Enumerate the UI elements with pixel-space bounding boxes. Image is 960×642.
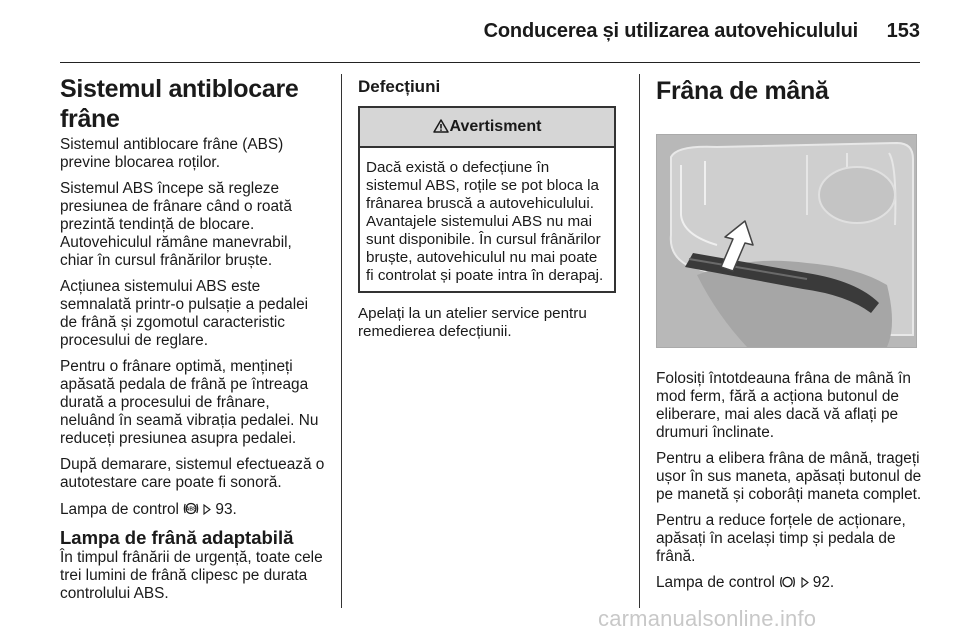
page-reference-arrow-icon: [203, 501, 215, 518]
header-title: Conducerea și utilizarea autovehiculului: [483, 20, 858, 42]
paragraph: După demarare, sistemul efectuează o autotestare care poate fi sonoră.: [60, 456, 325, 491]
warning-header: [360, 108, 614, 148]
paragraph: Apelați la un atelier service pentru remedierea defecțiunii.: [358, 305, 587, 340]
page-reference-arrow-icon: [801, 574, 813, 591]
column-divider: [341, 74, 342, 608]
paragraph: Pentru o frânare optimă, mențineți apăsată pedala de frână pe întreaga durată a procesului de frânare, neluând în seamă vibrația pedalei. Nu reduceți presiunea asupra pedalei.: [60, 358, 319, 447]
column-abs: [60, 74, 326, 611]
lamp-text: Lampa de control: [60, 501, 179, 518]
column-handbrake: [656, 74, 922, 600]
paragraph: Sistemul ABS începe să regleze presiunea de frânare când o roată prezintă tendință de blocare. Autovehiculul rămâne manevrabil, chiar în cursul frânărilor bruște.: [60, 180, 292, 269]
lamp-page-ref[interactable]: 92.: [812, 574, 835, 591]
warning-body: [360, 148, 614, 291]
paragraph: Pentru a elibera frâna de mână, trageți ușor în sus maneta, apăsați butonul de pe manetă și coborâți maneta complet.: [656, 450, 922, 503]
paragraph: Acțiunea sistemului ABS este semnalată printr-o pulsație a pedalei de frână și zgomotul caracteristic procesului de reglare.: [60, 278, 309, 349]
warning-text: Dacă există o defecțiune în sistemul ABS, roțile se pot bloca la frânarea bruscă a autovehiculului. Avantajele sistemului ABS nu mai sunt disponibile. În cursul frânărilor bruște, autovehiculul nu mai poate fi controlat și poate intra în derapaj.: [366, 159, 604, 284]
section-heading-abs: Sistemul antiblocare frâne: [60, 75, 299, 133]
svg-text:ABS: ABS: [185, 506, 197, 513]
lamp-reference: [656, 574, 922, 592]
warning-title: Avertisment: [449, 118, 542, 135]
page-number: 153: [886, 20, 920, 42]
column-defects: [358, 74, 624, 341]
section-heading-handbrake: Frâna de mână: [656, 77, 829, 105]
lamp-page-ref[interactable]: 93.: [215, 501, 237, 518]
abs-warning-lamp-icon: [183, 501, 203, 517]
paragraph: În timpul frânării de urgență, toate cele trei lumini de frână clipesc pe durata controlului ABS.: [60, 549, 323, 602]
handbrake-photo: [656, 134, 917, 348]
column-divider: [639, 74, 640, 608]
lamp-text: Lampa de control: [656, 574, 775, 591]
section-heading-defects: Defecțiuni: [358, 77, 441, 96]
paragraph: Sistemul antiblocare frâne (ABS) previne blocarea roților.: [60, 136, 284, 171]
subsection-heading-brake-light: Lampa de frână adaptabilă: [60, 527, 294, 548]
lamp-reference: [60, 500, 326, 519]
page-header: [60, 0, 920, 63]
watermark: carmanualsonline.info: [598, 606, 817, 631]
paragraph: Folosiți întotdeauna frâna de mână în mod ferm, fără a acționa butonul de eliberare, mai ales dacă vă aflați pe drumuri înclinate.: [656, 370, 911, 441]
warning-triangle-icon: [433, 117, 449, 137]
paragraph: Pentru a reduce forțele de acționare, apăsați în același timp și pedala de frână.: [656, 512, 906, 565]
brake-warning-lamp-icon: [779, 574, 800, 591]
warning-box: [358, 106, 616, 293]
